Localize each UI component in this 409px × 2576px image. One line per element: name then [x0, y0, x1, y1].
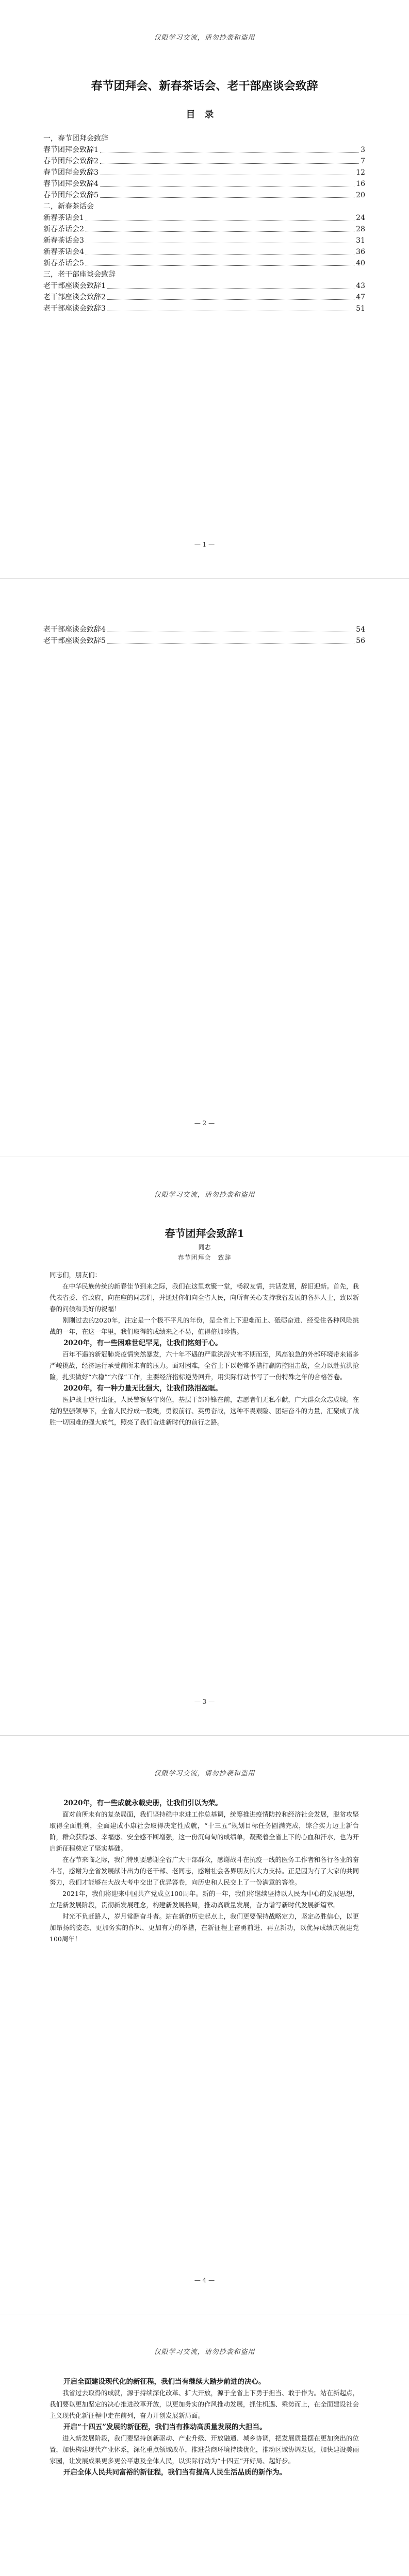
section-heading-paragraph: 2020年，有一种力量无比强大，让我们热泪盈眶。 — [63, 1384, 222, 1393]
toc-entry[interactable] — [43, 190, 365, 201]
toc-entry-label: 老干部座谈会致辞2 — [43, 293, 106, 301]
page-header: 仅限学习交流，请勿抄袭和盗用 — [154, 2348, 255, 2356]
toc-entry[interactable] — [43, 635, 365, 647]
body-paragraph: 我省过去取得的成就，源于持续深化改革、扩大开放，源于全省上下勇于担当、敢于作为。站在新起点，我们要以更加坚定的决心推进改革开放，以更加务实的作风推动发展，抓住机遇、乘势而上，在全面建设社会主义现代化新征程中走在前列，奋力开创发展新局面。 — [50, 2389, 359, 2419]
toc-entry[interactable] — [43, 258, 365, 269]
page-footer: — 1 — — [194, 541, 215, 548]
page-header: 仅限学习交流，请勿抄袭和盗用 — [154, 1191, 255, 1199]
toc-entry-label: 新春茶话会1 — [43, 214, 84, 222]
toc-entry[interactable] — [43, 303, 365, 314]
toc-entry-page-number: 3 — [361, 146, 365, 154]
toc-leader-dots — [86, 265, 354, 266]
toc-entry-label: 新春茶话会5 — [43, 259, 84, 267]
toc-entry[interactable] — [43, 246, 365, 258]
toc-entry-label: 新春茶话会4 — [43, 248, 84, 256]
body-paragraph: 在春节来临之际，我们特别要感谢全省广大干部群众，感谢战斗在抗疫一线的医务工作者和各行各业的奋斗者，感谢为全省发展献计出力的老干部、老同志，感谢社会各界朋友的大力支持。正是因为有了大家的共同努力，我们才能够在大战大考中交出了优异答卷，向历史和人民交上了一份满意的答卷。 — [50, 1856, 359, 1886]
body-paragraph: 进入新发展阶段，我们要坚持创新驱动、产业升级、开放融通、城乡协调，把发展质量摆在更加突出的位置，加快构建现代产业体系，深化重点领域改革，推进营商环境持续优化，推动区域协调发展，加快建设美丽家园，让发展成果更多更公平惠及全体人民，以实际行动为“十四五”开好局、起好步。 — [50, 2434, 359, 2465]
toc-entry-label: 春节团拜会致辞1 — [43, 146, 99, 154]
page-header: 仅限学习交流，请勿抄袭和盗用 — [154, 34, 255, 42]
toc-leader-dots — [100, 186, 354, 187]
toc-entry-label: 老干部座谈会致辞3 — [43, 304, 106, 313]
toc-entry-page-number: 16 — [356, 180, 365, 188]
document-title: 春节团拜会、新春茶话会、老干部座谈会致辞 — [91, 79, 318, 93]
toc-entry-label: 春节团拜会致辞5 — [43, 191, 99, 199]
toc-entry[interactable] — [43, 235, 365, 246]
speech-body — [50, 2376, 359, 2478]
toc-leader-dots — [100, 197, 354, 198]
body-paragraph: 百年不遇的新冠肺炎疫情突然暴发，六十年不遇的严重洪涝灾害不期而至，风高浪急的外部环境带来诸多严峻挑战，经济运行承受前所未有的压力。面对困难，全省上下以超常举措打赢防控阻击战，全力以赴抗洪抢险，扎实做好“六稳”“六保”工作，主要经济指标逆势回升，用实际行动书写了一份特殊之年的合格答卷。 — [50, 1350, 359, 1381]
table-of-contents — [43, 133, 365, 314]
body-paragraph: 2021年，我们将迎来中国共产党成立100周年。新的一年，我们将继续坚持以人民为中心的发展思想，立足新发展阶段，贯彻新发展理念，构建新发展格局，推动高质量发展，奋力谱写新时代发展新篇章。 — [50, 1890, 359, 1909]
toc-entry-page-number: 56 — [356, 637, 365, 645]
toc-leader-dots — [86, 220, 354, 221]
page-footer: — 2 — — [194, 1120, 215, 1127]
toc-entry-page-number: 12 — [356, 168, 365, 177]
toc-leader-dots — [86, 231, 354, 232]
toc-entry[interactable] — [43, 156, 365, 167]
body-paragraph: 面对前所未有的复杂局面，我们坚持稳中求进工作总基调，统筹推进疫情防控和经济社会发展，脱贫攻坚取得全面胜利，全面建成小康社会取得决定性成就，“十三五”规划目标任务圆满完成，综合实力迈上新台阶，群众获得感、幸福感、安全感不断增强，这一份沉甸甸的成绩单，凝聚着全省上下的心血和汗水，也为开启新征程奠定了坚实基础。 — [50, 1810, 359, 1852]
toc-entry-label: 老干部座谈会致辞1 — [43, 282, 106, 290]
page-3 — [0, 1157, 409, 1735]
toc-entry[interactable] — [43, 144, 365, 156]
toc-leader-dots — [86, 254, 354, 255]
body-paragraph: 同志们，朋友们： — [50, 1271, 102, 1279]
toc-entry-label: 春节团拜会致辞2 — [43, 157, 99, 165]
toc-entry-page-number: 54 — [356, 625, 365, 634]
section-heading-paragraph: 开启“十四五”发展的新征程，我们当有推动高质量发展的大担当。 — [63, 2423, 267, 2431]
page-1 — [0, 0, 409, 578]
page-4 — [0, 1736, 409, 2314]
body-paragraph: 时光不负赶路人，岁月常酬奋斗者。站在新的历史起点上，我们更要保持战略定力，坚定必胜信心，以更加昂扬的姿态、更加务实的作风、更加有力的举措，在新征程上奋勇前进、再立新功，以优异成绩庆祝建党100周年！ — [50, 1912, 359, 1943]
section-heading-paragraph: 开启全体人民共同富裕的新征程，我们当有提高人民生活品质的新作为。 — [63, 2468, 286, 2477]
toc-entry-page-number: 51 — [356, 304, 365, 313]
body-paragraph: 刚刚过去的2020年，注定是一个极不平凡的年份，是全省上下迎难而上、砥砺奋进、经受住各种风险挑战的一年，在这一年里，我们取得的成绩来之不易，值得倍加珍惜。 — [50, 1316, 359, 1335]
speech-body — [50, 1269, 359, 1428]
toc-entry-page-number: 31 — [356, 236, 365, 245]
toc-entry-page-number: 47 — [356, 293, 365, 301]
toc-leader-dots — [100, 163, 359, 164]
toc-entry-label: 春节团拜会致辞3 — [43, 168, 99, 177]
toc-leader-dots — [107, 288, 354, 289]
toc-entry-page-number: 20 — [356, 191, 365, 199]
section-heading-paragraph: 开启全面建设现代化的新征程，我们当有继续大踏步前进的决心。 — [63, 2378, 266, 2386]
toc-entry-page-number: 24 — [356, 214, 365, 222]
section-heading-paragraph: 2020年，有一些困难世纪罕见，让我们铭刻于心。 — [63, 1339, 222, 1347]
speech-body — [50, 1798, 359, 1945]
page-2 — [0, 579, 409, 1157]
toc-entry[interactable] — [43, 167, 365, 178]
toc-entry-label: 新春茶话会3 — [43, 236, 84, 245]
speech-speaker: 春节团拜会 致辞 — [177, 1254, 232, 1261]
toc-entry-label: 老干部座谈会致辞5 — [43, 637, 106, 645]
toc-entry[interactable] — [43, 292, 365, 303]
toc-entry-page-number: 28 — [356, 225, 365, 233]
toc-entry-label: 新春茶话会2 — [43, 225, 84, 233]
speech-title: 春节团拜会致辞1 — [165, 1227, 244, 1240]
toc-entry-page-number: 36 — [356, 248, 365, 256]
toc-entry[interactable] — [43, 224, 365, 235]
page-footer: — 4 — — [194, 2277, 215, 2284]
page-5 — [0, 2314, 409, 2576]
toc-entry[interactable] — [43, 212, 365, 224]
toc-entry-page-number: 40 — [356, 259, 365, 267]
section-heading-paragraph: 2020年，有一些成就永载史册，让我们引以为荣。 — [63, 1799, 222, 1807]
toc-entry-label: 春节团拜会致辞4 — [43, 180, 99, 188]
toc-heading: 目录 — [186, 109, 223, 120]
toc-entry[interactable] — [43, 624, 365, 635]
toc-entry-page-number: 7 — [361, 157, 365, 165]
speech-subtitle: 同志 — [198, 1244, 211, 1251]
toc-entry-page-number: 43 — [356, 282, 365, 290]
toc-section-heading: 二，新春茶话会 — [43, 202, 94, 211]
toc-entry[interactable] — [43, 280, 365, 292]
toc-entry-label: 老干部座谈会致辞4 — [43, 625, 106, 634]
toc-section-heading: 一，春节团拜会致辞 — [43, 134, 108, 143]
toc-section-heading: 三，老干部座谈会致辞 — [43, 270, 116, 279]
page-header: 仅限学习交流，请勿抄袭和盗用 — [154, 1770, 255, 1777]
body-paragraph: 医护战士逆行出征，人民警察坚守岗位，基层干部冲锋在前，志愿者们无私奉献，广大群众众志成城。在党的坚强领导下，全省人民拧成一股绳，勇毅前行、英勇奋战，这种不畏艰险、团结奋斗的力量，汇聚成了战胜一切困难的强大底气，照亮了我们奋进新时代的前行之路。 — [50, 1396, 359, 1426]
toc-entry[interactable] — [43, 178, 365, 190]
body-paragraph: 在中华民族传统的新春佳节到来之际，我们在这里欢聚一堂，畅叙友情，共话发展，辞旧迎新。首先，我代表省委、省政府，向在座的同志们，并通过你们向全省人民，向所有关心支持我省发展的各界人士，致以新春的问候和美好的祝福！ — [50, 1282, 359, 1313]
page-footer: — 3 — — [194, 1698, 215, 1705]
table-of-contents-continued — [43, 624, 365, 647]
toc-leader-dots — [107, 299, 354, 300]
